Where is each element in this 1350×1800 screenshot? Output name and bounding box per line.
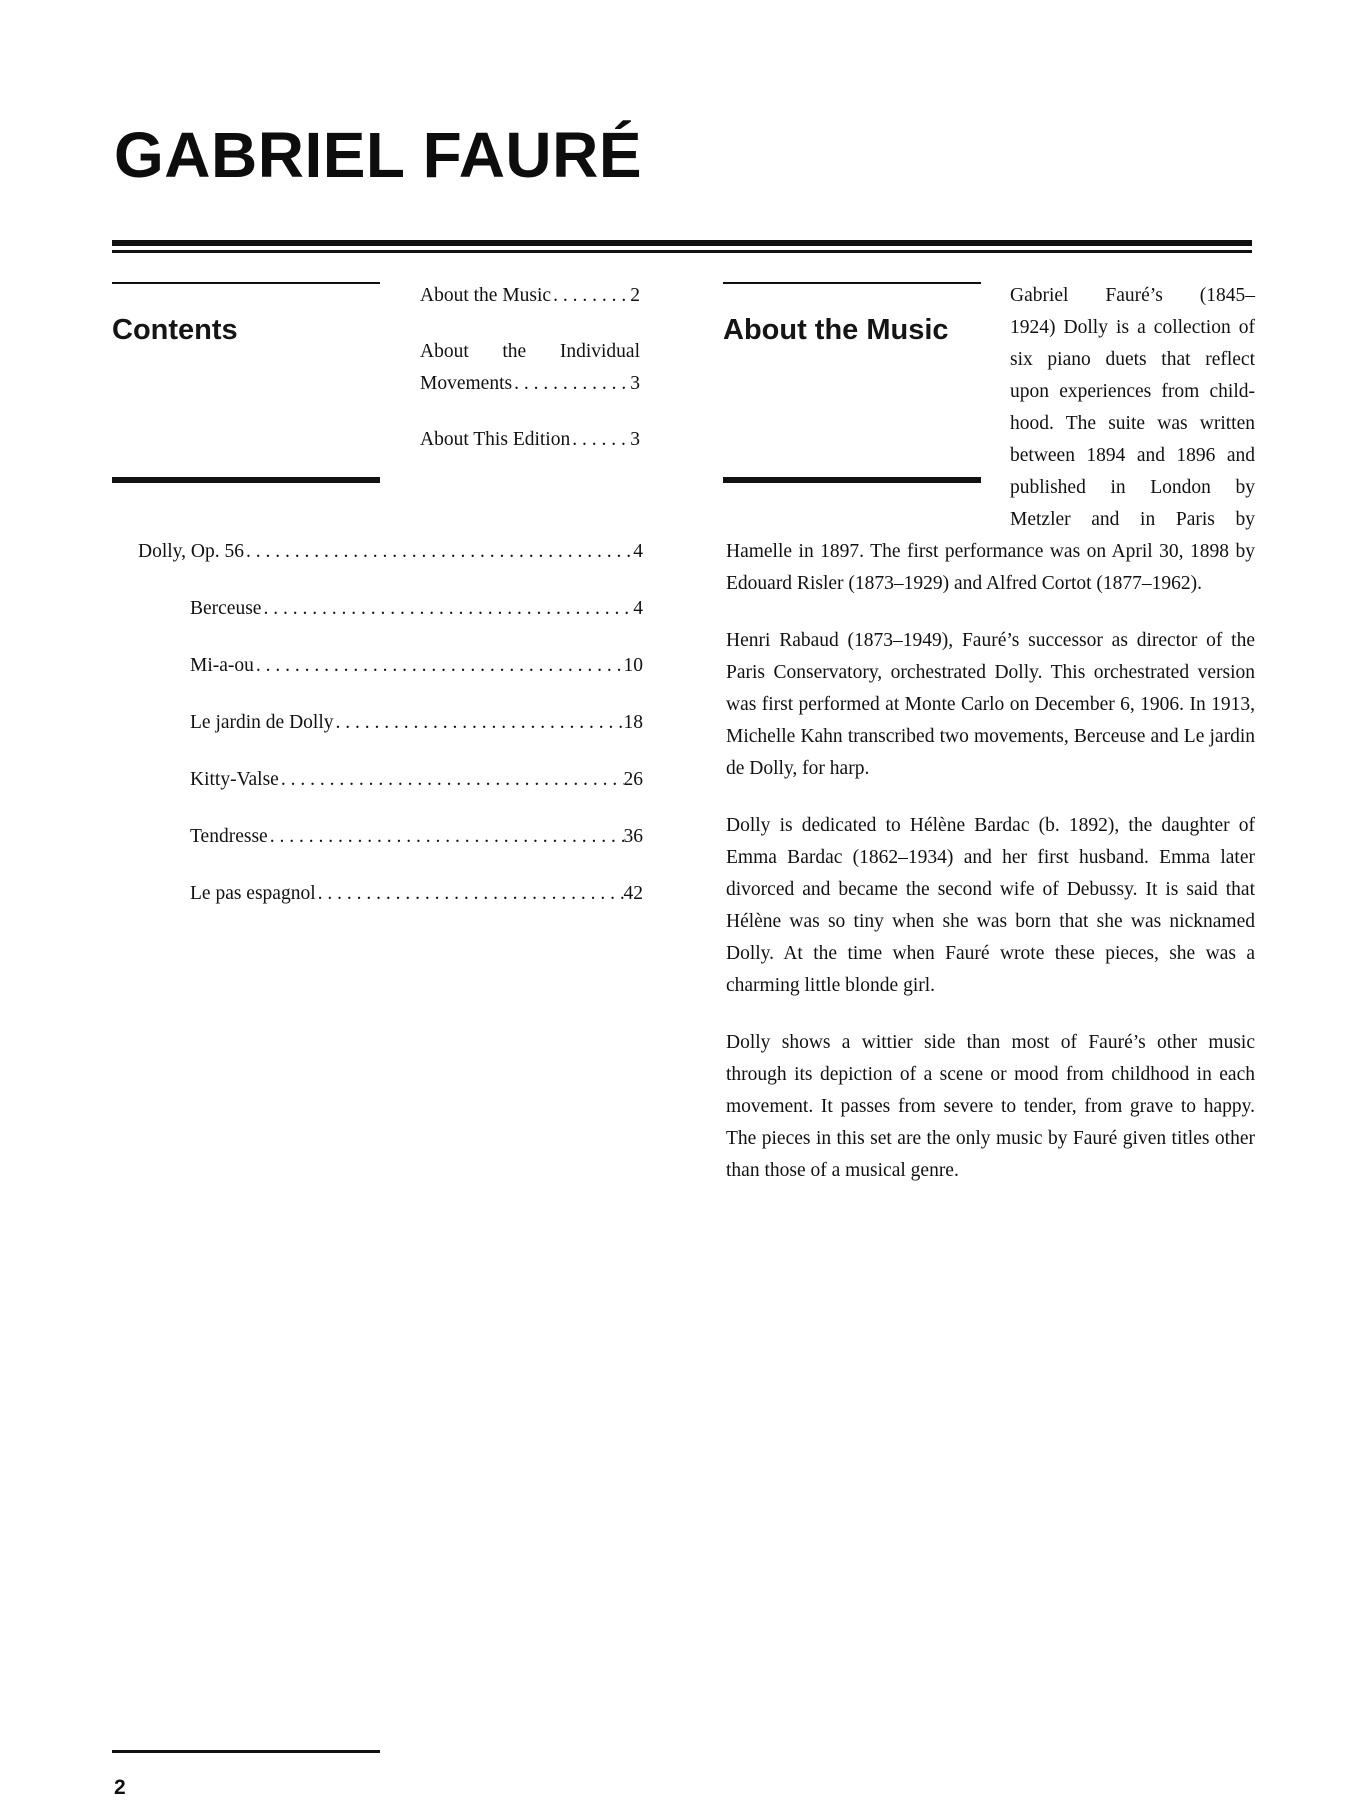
toc-entry-page: 26: [623, 769, 643, 790]
toc-entry-label: Mi-a-ou: [190, 655, 254, 676]
toc-leader-dots: [268, 821, 624, 853]
toc-entry-label: About the Music: [420, 285, 552, 306]
toc-entry-page: 18: [623, 712, 643, 733]
contents-heading: Contents: [112, 314, 238, 346]
contents-top-rule: [112, 282, 380, 284]
title-rule-bottom: [112, 250, 1252, 253]
toc-leader-dots: [254, 650, 624, 682]
text-line: six piano duets that reflect: [1010, 349, 1255, 370]
toc-leader-dots: [279, 764, 624, 796]
text-line: between 1894 and 1896 and: [1010, 445, 1255, 466]
about-music-top-rule: [723, 282, 981, 284]
toc-leader-dots: [316, 878, 624, 910]
toc-entry-label: Berceuse: [190, 598, 262, 619]
toc-entry-page: 36: [623, 826, 643, 847]
page-number: 2: [114, 1776, 126, 1799]
page-title: GABRIEL FAURÉ: [114, 119, 643, 191]
text-line: 1924) Dolly is a collection of: [1010, 317, 1255, 338]
toc-leader-dots: [334, 707, 624, 739]
toc-entry-le-pas-espagnol[interactable]: [138, 878, 643, 935]
toc-leader-dots: [244, 536, 633, 568]
toc-leader-dots: [551, 280, 630, 312]
text-line: upon experiences from child-: [1010, 381, 1255, 402]
toc-entry-page: 4: [633, 541, 643, 562]
toc-leader-dots: [261, 593, 633, 625]
footer-rule: [112, 1750, 380, 1753]
toc-entry-label: Dolly, Op. 56: [138, 541, 244, 562]
toc-entry-about-edition[interactable]: [420, 424, 640, 456]
text-line: hood. The suite was written: [1010, 413, 1255, 434]
paragraph-4: Dolly shows a wittier side than most of Fauré’s other music through its depiction of a scene or mood from childhood in each movement. It passes from severe to tender, from grave to happy. The pieces in this set are the only music by Fauré given titles other than those of a musical genre.: [726, 1032, 1255, 1181]
about-music-wrap-column: [1010, 280, 1255, 536]
text-line: Metzler and in Paris by: [1010, 509, 1255, 530]
toc-entry-label: About This Edition: [420, 429, 571, 450]
about-music-bottom-rule: [723, 477, 981, 483]
contents-top-list: [420, 280, 640, 480]
title-rule-top: [112, 240, 1252, 246]
toc-leader-dots: [512, 368, 630, 400]
text-line: Gabriel Fauré’s (1845–: [1010, 285, 1255, 306]
toc-entry-tendresse[interactable]: [138, 821, 643, 878]
toc-entry-label: Le jardin de Dolly: [190, 712, 334, 733]
toc-entry-page: 3: [630, 373, 640, 394]
toc-leader-dots: [570, 424, 630, 456]
toc-entry-label-line2: Movements: [420, 373, 513, 394]
toc-entry-page: 42: [623, 883, 643, 904]
about-music-body: [726, 536, 1255, 1212]
text-line: published in London by: [1010, 477, 1255, 498]
toc-entry-page: 2: [630, 285, 640, 306]
toc-entry-label: Tendresse: [190, 826, 268, 847]
contents-main-list: [138, 536, 643, 935]
toc-entry-individual-movements[interactable]: [420, 336, 640, 400]
about-music-heading: About the Music: [723, 314, 949, 346]
toc-entry-page: 4: [633, 598, 643, 619]
toc-entry-page: 3: [630, 429, 640, 450]
toc-entry-mi-a-ou[interactable]: [138, 650, 643, 707]
toc-entry-berceuse[interactable]: [138, 593, 643, 650]
toc-entry-kitty-valse[interactable]: [138, 764, 643, 821]
paragraph-2: Henri Rabaud (1873–1949), Fauré’s successor as director of the Paris Conservatory, orchestrated Dolly. This orchestrated version was first performed at Monte Carlo on December 6, 1906. In 1913, Michelle Kahn transcribed two movements, Berceuse and Le jardin de Dolly, for harp.: [726, 630, 1255, 779]
toc-entry-page: 10: [623, 655, 643, 676]
toc-entry-about-music[interactable]: [420, 280, 640, 312]
toc-entry-label-line1: About the Individual: [420, 341, 640, 362]
paragraph-3: Dolly is dedicated to Hélène Bardac (b. 1892), the daughter of Emma Bardac (1862–1934) and her first husband. Emma later divorced and became the second wife of Debussy. It is said that Hélène was so tiny when she was born that she was nicknamed Dolly. At the time when Fauré wrote these pieces, she was a charming little blonde girl.: [726, 815, 1255, 996]
toc-entry-le-jardin-de-dolly[interactable]: [138, 707, 643, 764]
toc-entry-label: Le pas espagnol: [190, 883, 316, 904]
toc-entry-dolly[interactable]: [138, 536, 643, 593]
toc-entry-label: Kitty-Valse: [190, 769, 279, 790]
paragraph-1-continued: Hamelle in 1897. The first performance was on April 30, 1898 by Edouard Risler (1873–1929) and Alfred Cortot (1877–1962).: [726, 541, 1255, 594]
contents-bottom-rule: [112, 477, 380, 483]
